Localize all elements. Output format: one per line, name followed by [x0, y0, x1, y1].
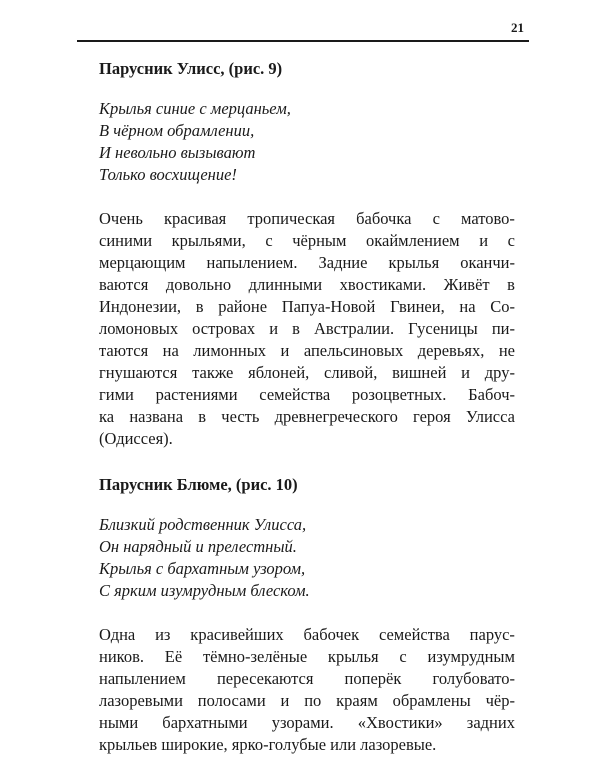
prose-line: ломоновых островах и в Австралии. Гусеницы пи- [99, 319, 515, 338]
page-number: 21 [511, 20, 524, 35]
prose-line: Индонезии, в районе Папуа-Новой Гвинеи, на Со- [99, 297, 515, 316]
verse-line: Он нарядный и прелестный. [99, 537, 297, 556]
verse-line: В чёрном обрамлении, [99, 121, 255, 140]
prose-line: крыльев широкие, ярко-голубые или лазоревые. [99, 735, 437, 754]
verse-line: Крылья синие с мерцаньем, [99, 99, 291, 118]
prose-line: лазоревыми полосами и по краям обрамлены чёр- [99, 691, 515, 710]
verse-line: С ярким изумрудным блеском. [99, 581, 310, 600]
section-blume [99, 474, 515, 756]
verse [99, 98, 515, 186]
prose-line: синими крыльями, с чёрным окаймлением и с [99, 231, 515, 250]
prose-line: ников. Её тёмно-зелёные крылья с изумрудным [99, 647, 515, 666]
section-heading: Парусник Блюме, (рис. 10) [99, 475, 298, 494]
section-ulysses [99, 58, 515, 450]
prose-line: ка названа в честь древнегреческого героя Улисса [99, 407, 515, 426]
prose-line: гими растениями семейства розоцветных. Бабоч- [99, 385, 515, 404]
verse-line: Близкий родственник Улисса, [99, 515, 307, 534]
prose-line: ными бархатными узорами. «Хвостики» задних [99, 713, 515, 732]
prose-line: ваются довольно длинными хвостиками. Живёт в [99, 275, 515, 294]
prose-line: гнушаются также яблоней, сливой, вишней и дру- [99, 363, 515, 382]
prose-line: Очень красивая тропическая бабочка с матово- [99, 209, 515, 228]
verse-line: Крылья с бархатным узором, [99, 559, 306, 578]
header-rule [77, 40, 529, 42]
verse-line: Только восхищение! [99, 165, 237, 184]
verse-line: И невольно вызывают [99, 143, 256, 162]
prose-paragraph [99, 624, 515, 756]
page-content [99, 58, 515, 780]
prose-line: мерцающим напылением. Задние крылья оканчи- [99, 253, 515, 272]
prose-line: напылением пересекаются поперёк голубовато- [99, 669, 515, 688]
prose-paragraph [99, 208, 515, 450]
prose-line: таются на лимонных и апельсиновых деревьях, не [99, 341, 515, 360]
verse [99, 514, 515, 602]
prose-line: Одна из красивейших бабочек семейства парус- [99, 625, 515, 644]
section-heading: Парусник Улисс, (рис. 9) [99, 59, 283, 78]
prose-line: (Одиссея). [99, 429, 173, 448]
